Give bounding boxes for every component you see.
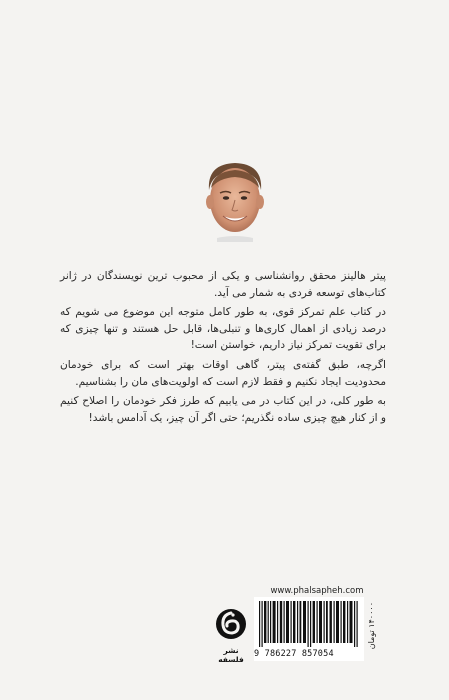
bio-paragraph-4: به طور کلی، در این کتاب در می یابیم که طرز فکر خودمان را اصلاح کنیم و از کنار هیچ چیزی ساده نگذریم؛ حتی اگر آن چیز، یک آدامس باشد! <box>60 395 386 424</box>
bio-paragraph-1: پیتر هالینز محقق روانشناسی و یکی از محبوب ترین نویسندگان در ژانر کتاب‌های توسعه فردی به شمار می آید. <box>60 270 386 299</box>
bio-paragraph-3: اگرچه، طبق گفته‌ی پیتر، گاهی اوقات بهتر است که برای خودمان محدودیت ایجاد نکنیم و فقط لازم است که اولویت‌های مان را بشناسیم. <box>60 358 386 388</box>
author-portrait <box>199 160 271 242</box>
isbn-digits: 9 786227 857054 <box>254 649 334 659</box>
bio-paragraph-2: در کتاب علم تمرکز قوی، به طور کامل متوجه این موضوع می شویم که درصد زیادی از اهمال کاری‌ها و تنبلی‌ها، قابل حل هستند و تنها چیزی که برای تقویت تمرکز نیاز داریم، خواستن است! <box>60 306 386 352</box>
price-label: ۱۴۰۰۰۰ تومان <box>367 602 376 650</box>
publisher-website: www.phalsapheh.com <box>270 586 364 596</box>
publisher-name: نشر فلسفه <box>218 646 244 664</box>
author-bio <box>60 268 386 429</box>
barcode-icon <box>257 601 361 647</box>
